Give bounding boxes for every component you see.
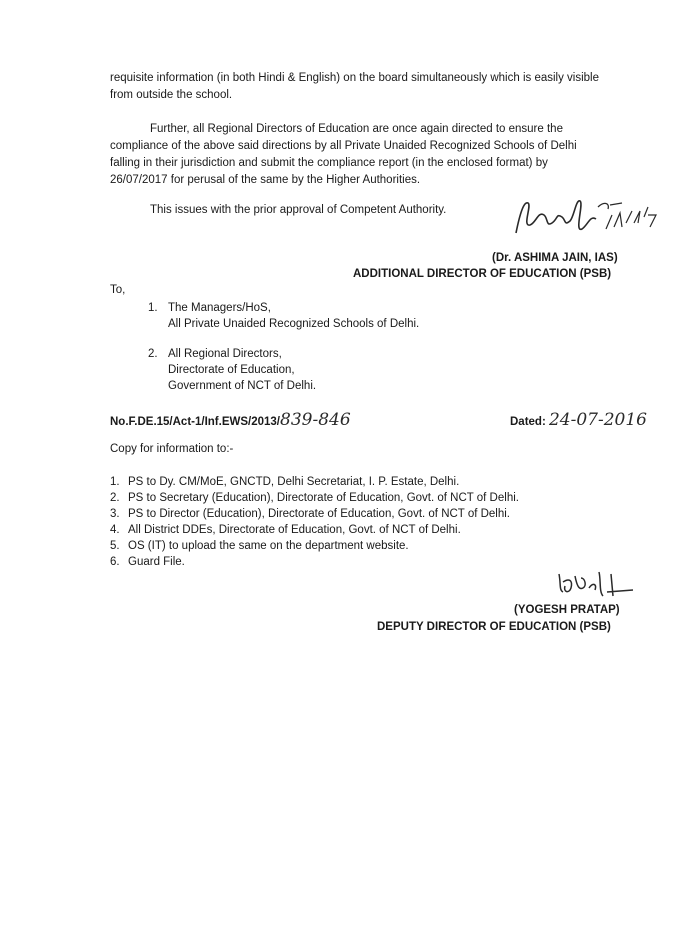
- reference-number-handwritten: 839-846: [280, 410, 351, 430]
- signatory2-designation: DEPUTY DIRECTOR OF EDUCATION (PSB): [377, 621, 611, 633]
- signature-ashima-jain: [510, 193, 660, 241]
- signatory2-name: (YOGESH PRATAP): [514, 604, 620, 616]
- recipient-2-line-2: Directorate of Education,: [168, 364, 295, 376]
- intro-line-2: from outside the school.: [110, 89, 233, 101]
- intro-line-1: requisite information (in both Hindi & English) on the board simultaneously which is easily visible: [110, 72, 599, 84]
- copy-label: Copy for information to:-: [110, 443, 234, 455]
- recipient-1-num: 1.: [148, 302, 158, 314]
- reference-number: [110, 410, 351, 430]
- copy-item-3-num: 3.: [110, 508, 120, 520]
- copy-item-1: PS to Dy. CM/MoE, GNCTD, Delhi Secretariat, I. P. Estate, Delhi.: [128, 476, 460, 488]
- dated-handwritten: 24-07-2016: [548, 410, 647, 430]
- copy-item-5: OS (IT) to upload the same on the department website.: [128, 540, 409, 552]
- copy-item-3: PS to Director (Education), Directorate of Education, Govt. of NCT of Delhi.: [128, 508, 511, 520]
- recipient-1-line-2: All Private Unaided Recognized Schools of Delhi.: [168, 318, 420, 330]
- dated-label: Dated:: [510, 416, 546, 428]
- copy-item-2-num: 2.: [110, 492, 120, 504]
- reference-date: [510, 410, 647, 430]
- signatory1-name: (Dr. ASHIMA JAIN, IAS): [492, 252, 618, 264]
- signatory1-designation: ADDITIONAL DIRECTOR OF EDUCATION (PSB): [353, 268, 612, 280]
- paragraph2-line-3: falling in their jurisdiction and submit the compliance report (in the enclosed format) by: [110, 157, 548, 169]
- to-label: To,: [110, 284, 126, 296]
- paragraph2-line-2: compliance of the above said directions by all Private Unaided Recognized Schools of Delhi: [110, 140, 577, 152]
- recipient-2-line-1: All Regional Directors,: [168, 348, 282, 360]
- recipient-1-line-1: The Managers/HoS,: [168, 302, 271, 314]
- approval-text: This issues with the prior approval of Competent Authority.: [150, 204, 447, 216]
- copy-item-6-num: 6.: [110, 556, 120, 568]
- reference-number-prefix: No.F.DE.15/Act-1/Inf.EWS/2013/: [110, 416, 280, 428]
- signature-yogesh-pratap: [555, 566, 635, 606]
- recipient-2-line-3: Government of NCT of Delhi.: [168, 380, 317, 392]
- paragraph2-line-1: Further, all Regional Directors of Education are once again directed to ensure the: [150, 123, 563, 135]
- copy-item-1-num: 1.: [110, 476, 120, 488]
- copy-item-4: All District DDEs, Directorate of Education, Govt. of NCT of Delhi.: [128, 524, 461, 536]
- copy-item-5-num: 5.: [110, 540, 120, 552]
- copy-item-2: PS to Secretary (Education), Directorate of Education, Govt. of NCT of Delhi.: [128, 492, 519, 504]
- paragraph2-line-4: 26/07/2017 for perusal of the same by the Higher Authorities.: [110, 174, 421, 186]
- copy-item-6: Guard File.: [128, 556, 185, 568]
- recipient-2-num: 2.: [148, 348, 158, 360]
- copy-item-4-num: 4.: [110, 524, 120, 536]
